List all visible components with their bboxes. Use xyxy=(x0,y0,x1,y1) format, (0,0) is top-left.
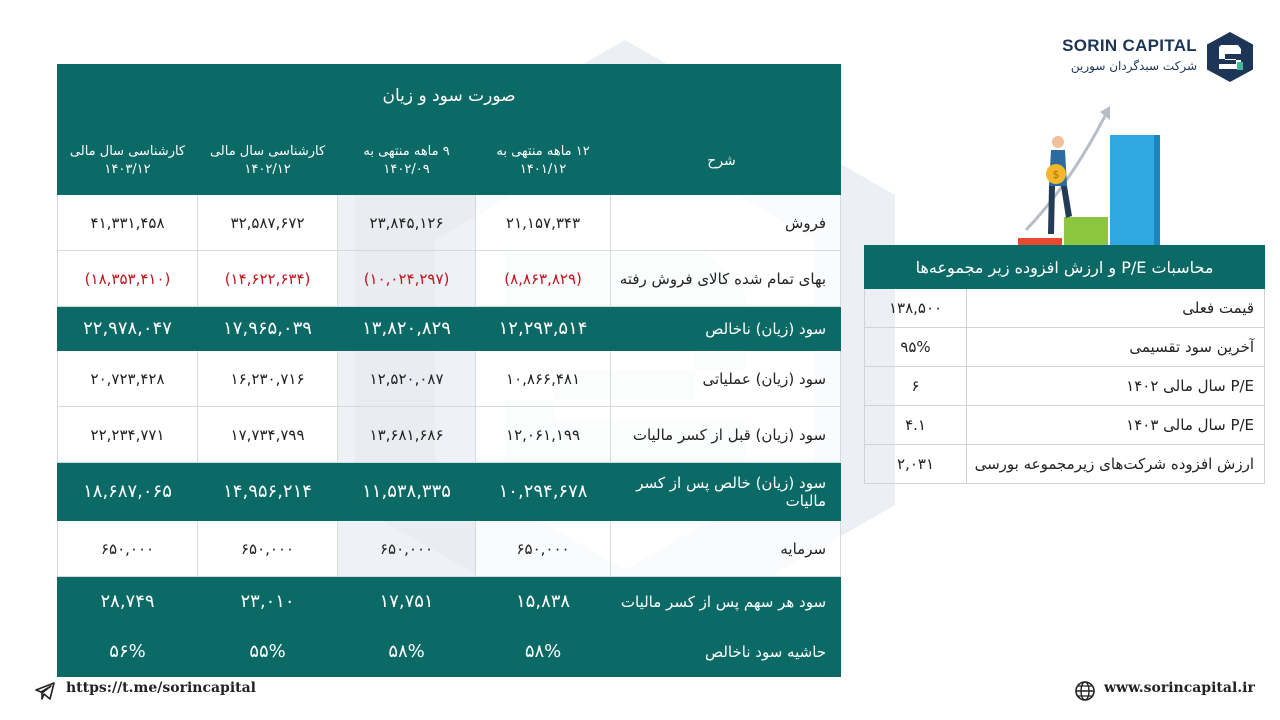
header-col-1401: ۱۲ ماهه منتهی به ۱۴۰۱/۱۲ xyxy=(476,128,611,195)
header-col-1402-12: کارشناسی سال مالی ۱۴۰۲/۱۲ xyxy=(198,128,338,195)
table-cell: ۲۸,۷۴۹ xyxy=(58,577,198,627)
row-label: سود (زیان) ناخالص xyxy=(611,307,841,351)
table-cell: ۱۸,۶۸۷,۰۶۵ xyxy=(58,463,198,521)
row-label: سود (زیان) خالص پس از کسر مالیات xyxy=(611,463,841,521)
globe-icon xyxy=(1074,680,1096,702)
income-statement-table xyxy=(57,64,841,677)
table-row-net-profit xyxy=(58,463,841,521)
row-label: بهای تمام شده کالای فروش رفته xyxy=(611,251,841,307)
table-row-gross-margin xyxy=(58,627,841,677)
pe-row-value: ۱۳۸,۵۰۰ xyxy=(865,289,967,328)
header-col-1402-09: ۹ ماهه منتهی به ۱۴۰۲/۰۹ xyxy=(338,128,476,195)
table-cell: ۵۸% xyxy=(338,627,476,677)
table-cell: (۸,۸۶۳,۸۲۹) xyxy=(476,251,611,307)
table-cell: ۵۶% xyxy=(58,627,198,677)
pe-row-label: ارزش افزوده شرکت‌های زیرمجموعه بورسی xyxy=(967,445,1265,484)
table-row-cogs xyxy=(58,251,841,307)
table-row xyxy=(865,406,1265,445)
table-cell: ۱۷,۷۵۱ xyxy=(338,577,476,627)
brand-subtitle: شرکت سبدگردان سورین xyxy=(1070,59,1197,73)
table-cell: ۱۲,۵۲۰,۰۸۷ xyxy=(338,351,476,407)
table-row xyxy=(865,289,1265,328)
table-cell: (۱۰,۰۲۴,۲۹۷) xyxy=(338,251,476,307)
table-cell: ۱۰,۲۹۴,۶۷۸ xyxy=(476,463,611,521)
row-label: سرمایه xyxy=(611,521,841,577)
table-cell: ۱۳,۸۲۰,۸۲۹ xyxy=(338,307,476,351)
website-link[interactable]: www.sorincapital.ir xyxy=(1104,680,1255,696)
table-cell: ۶۵۰,۰۰۰ xyxy=(58,521,198,577)
table-row xyxy=(865,328,1265,367)
table-cell: ۵۵% xyxy=(198,627,338,677)
row-label: سود (زیان) قبل از کسر مالیات xyxy=(611,407,841,463)
table-cell: ۱۷,۹۶۵,۰۳۹ xyxy=(198,307,338,351)
table-cell: ۱۴,۹۵۶,۲۱۴ xyxy=(198,463,338,521)
table-cell: ۵۸% xyxy=(476,627,611,677)
table-row xyxy=(865,367,1265,406)
table-cell: ۱۵,۸۳۸ xyxy=(476,577,611,627)
pe-row-label: قیمت فعلی xyxy=(967,289,1265,328)
table-cell: ۲۲,۹۷۸,۰۴۷ xyxy=(58,307,198,351)
table-cell: ۱۰,۸۶۶,۴۸۱ xyxy=(476,351,611,407)
row-label: حاشیه سود ناخالص xyxy=(611,627,841,677)
brand-logo xyxy=(1062,32,1253,82)
pe-row-value: ۲,۰۳۱ xyxy=(865,445,967,484)
svg-text:$: $ xyxy=(1052,168,1060,181)
table-cell: ۲۲,۲۳۴,۷۷۱ xyxy=(58,407,198,463)
table-cell: ۶۵۰,۰۰۰ xyxy=(476,521,611,577)
table-row-pretax-profit xyxy=(58,407,841,463)
table-cell: ۱۷,۷۳۴,۷۹۹ xyxy=(198,407,338,463)
table-cell: (۱۴,۶۲۲,۶۳۴) xyxy=(198,251,338,307)
table-cell: ۳۲,۵۸۷,۶۷۲ xyxy=(198,195,338,251)
table-cell: ۱۶,۲۳۰,۷۱۶ xyxy=(198,351,338,407)
table-row-gross-profit xyxy=(58,307,841,351)
table-cell: ۶۵۰,۰۰۰ xyxy=(198,521,338,577)
pe-row-label: آخرین سود تقسیمی xyxy=(967,328,1265,367)
pe-row-value: ۹۵% xyxy=(865,328,967,367)
table-cell: ۱۳,۶۸۱,۶۸۶ xyxy=(338,407,476,463)
table-cell: (۱۸,۳۵۳,۴۱۰) xyxy=(58,251,198,307)
table-row-sales xyxy=(58,195,841,251)
income-statement-title: صورت سود و زیان xyxy=(58,65,841,128)
table-row xyxy=(865,445,1265,484)
pe-row-value: ۶ xyxy=(865,367,967,406)
telegram-icon[interactable] xyxy=(34,680,56,702)
table-row-eps xyxy=(58,577,841,627)
table-row-operating-profit xyxy=(58,351,841,407)
row-label: سود (زیان) عملیاتی xyxy=(611,351,841,407)
table-cell: ۲۳,۰۱۰ xyxy=(198,577,338,627)
table-cell: ۱۲,۲۹۳,۵۱۴ xyxy=(476,307,611,351)
table-cell: ۴۱,۳۳۱,۴۵۸ xyxy=(58,195,198,251)
sorin-logo-mark xyxy=(1207,32,1253,82)
table-row-capital xyxy=(58,521,841,577)
row-label: فروش xyxy=(611,195,841,251)
header-col-1403-12: کارشناسی سال مالی ۱۴۰۳/۱۲ xyxy=(58,128,198,195)
table-cell: ۱۲,۰۶۱,۱۹۹ xyxy=(476,407,611,463)
table-cell: ۶۵۰,۰۰۰ xyxy=(338,521,476,577)
header-description: شرح xyxy=(611,128,841,195)
growth-illustration xyxy=(1010,104,1170,250)
table-cell: ۲۰,۷۲۳,۴۲۸ xyxy=(58,351,198,407)
row-label: سود هر سهم پس از کسر مالیات xyxy=(611,577,841,627)
pe-table-title: محاسبات P/E و ارزش افزوده زیر مجموعه‌ها xyxy=(865,246,1265,289)
pe-row-label: P/E سال مالی ۱۴۰۳ xyxy=(967,406,1265,445)
pe-row-value: ۴.۱ xyxy=(865,406,967,445)
table-cell: ۱۱,۵۳۸,۳۳۵ xyxy=(338,463,476,521)
brand-name: SORIN CAPITAL xyxy=(1062,36,1197,55)
table-cell: ۲۳,۸۴۵,۱۲۶ xyxy=(338,195,476,251)
pe-valuation-table xyxy=(864,245,1265,484)
table-cell: ۲۱,۱۵۷,۳۴۳ xyxy=(476,195,611,251)
telegram-link[interactable]: https://t.me/sorincapital xyxy=(66,680,257,696)
pe-row-label: P/E سال مالی ۱۴۰۲ xyxy=(967,367,1265,406)
